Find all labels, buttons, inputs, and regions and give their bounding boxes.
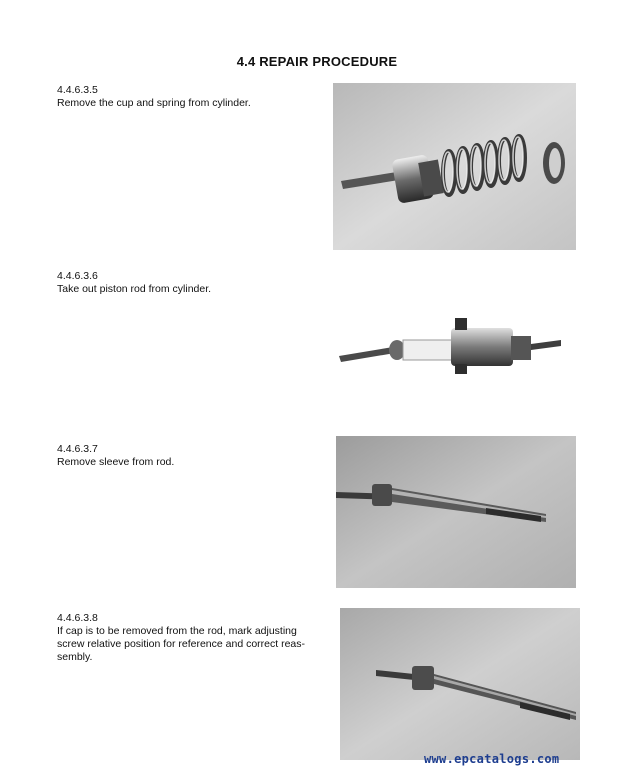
step-number: 4.4.6.3.8 — [57, 612, 98, 624]
page-title: 4.4 REPAIR PROCEDURE — [236, 54, 398, 69]
step-4-4-6-3-7 — [57, 443, 317, 469]
step-text: Remove the cup and spring from cylinder. — [57, 97, 251, 109]
watermark-link[interactable]: www.epcatalogs.com — [424, 752, 560, 766]
step-text: If cap is to be removed from the rod, mark adjusting screw relative position for reference and correct reas-sembly. — [57, 625, 306, 663]
step-text: Remove sleeve from rod. — [57, 456, 175, 468]
step-4-4-6-3-8 — [57, 612, 317, 664]
step-4-4-6-3-6 — [57, 270, 317, 296]
step-4-4-6-3-5 — [57, 84, 317, 110]
step-number: 4.4.6.3.5 — [57, 84, 98, 96]
step-text: Take out piston rod from cylinder. — [57, 283, 212, 295]
photo-cup-and-spring — [333, 83, 576, 250]
photo-cap-on-rod — [340, 608, 580, 760]
photo-sleeve-removed — [336, 436, 576, 588]
step-number: 4.4.6.3.6 — [57, 270, 98, 282]
step-number: 4.4.6.3.7 — [57, 443, 98, 455]
photo-piston-rod — [333, 300, 566, 400]
